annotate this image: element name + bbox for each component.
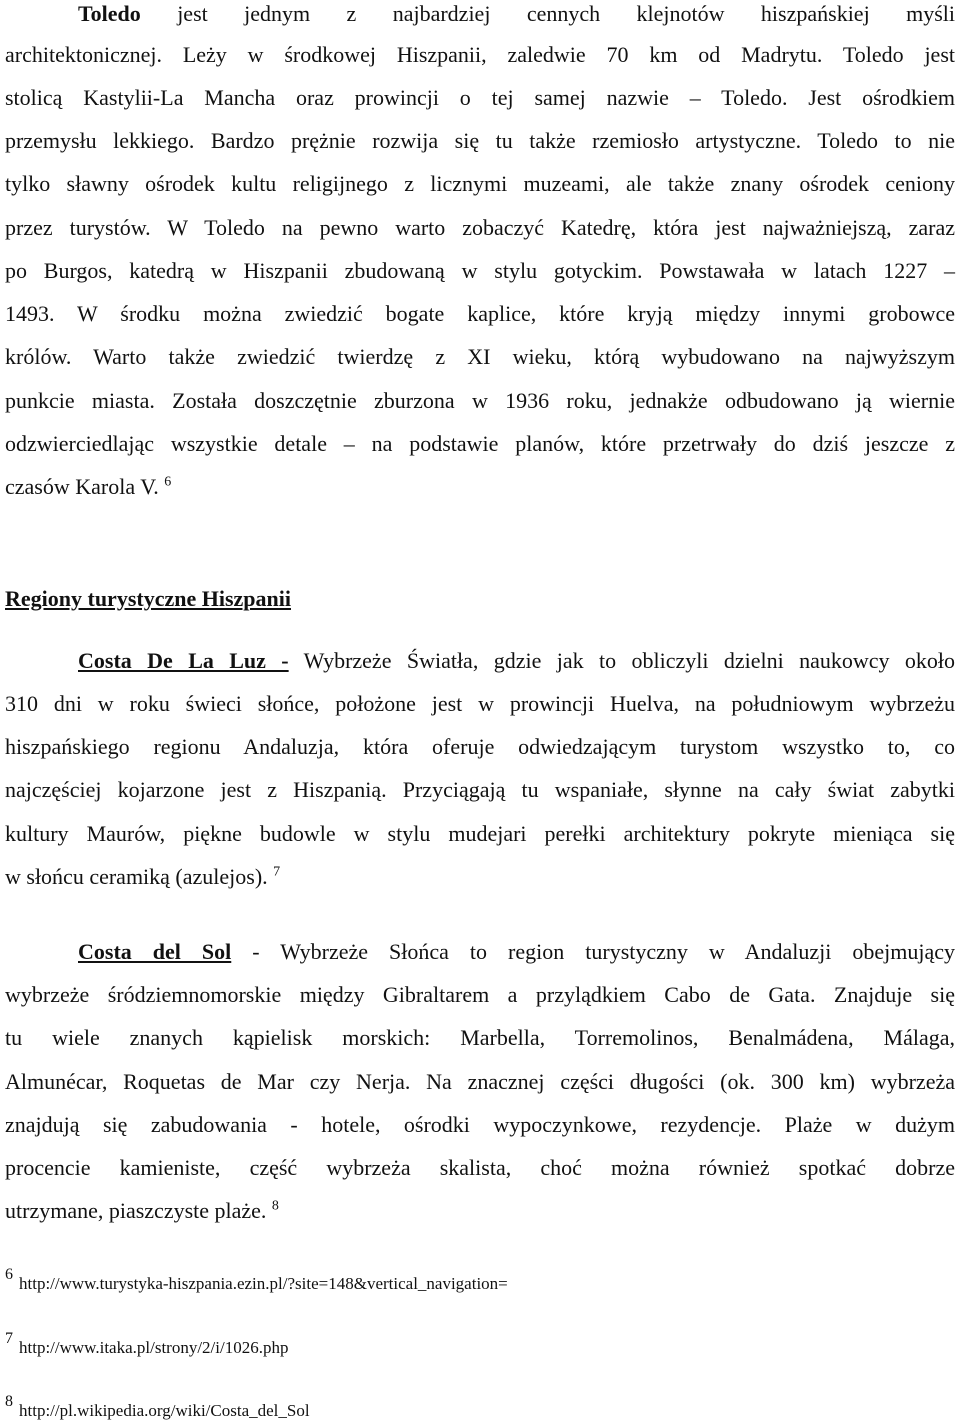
toledo-line-12: czasów Karola V. $^6$ (5, 474, 172, 499)
costa-sol-title: Costa del Sol (78, 939, 232, 964)
footnote-6 (5, 1266, 508, 1296)
costa-luz-title: Costa De La Luz - (78, 648, 289, 673)
footnote-link[interactable]: http://www.itaka.pl/strony/2/i/1026.php (19, 1338, 289, 1357)
toledo-line-3: stolicą Kastylii-La Mancha oraz prowincji o tej samej nazwie – Toledo. Jest ośrodkiem (5, 85, 955, 110)
toledo-line-4: przemysłu lekkiego. Bardzo prężnie rozwija się tu także rzemiosło artystyczne. Toledo to nie (5, 128, 955, 153)
toledo-line-11: odzwierciedlając wszystkie detale – na podstawie planów, które przetrwały do dziś jeszcze z (5, 431, 955, 456)
toledo-line-2: architektonicznej. Leży w środkowej Hiszpanii, zaledwie 70 km od Madrytu. Toledo jest (5, 42, 955, 67)
footnote-ref-6[interactable]: 6 (164, 474, 172, 490)
costa-sol-line-3: tu wiele znanych kąpielisk morskich: Marbella, Torremolinos, Benalmádena, Málaga, (5, 1025, 955, 1050)
toledo-line-1: Toledo jest jednym z najbardziej cennych klejnotów hiszpańskiej myśli (78, 1, 955, 26)
costa-sol-line-6: procencie kamieniste, część wybrzeża skalista, choć można również spotkać dobrze (5, 1155, 955, 1180)
footnote-link[interactable]: http://pl.wikipedia.org/wiki/Costa_del_Sol (19, 1401, 310, 1420)
costa-luz-line-6: w słońcu ceramiką (azulejos). $^7$ (5, 864, 281, 889)
footnote-link[interactable]: http://www.turystyka-hiszpania.ezin.pl/?site=148&vertical_navigation= (19, 1274, 508, 1293)
footnote-ref-7[interactable]: 7 (273, 864, 281, 880)
costa-sol-line-4: Almunécar, Roquetas de Mar czy Nerja. Na znacznej części długości (ok. 300 km) wybrzeża (5, 1069, 955, 1094)
footnote-7 (5, 1330, 289, 1360)
footnote-8 (5, 1393, 310, 1423)
costa-luz-line-1: Costa De La Luz - Wybrzeże Światła, gdzie jak to obliczyli dzielni naukowcy około (78, 648, 955, 673)
costa-luz-line-4: najczęściej kojarzone jest z Hiszpanią. Przyciągają tu wspaniałe, słynne na cały świat zabytki (5, 777, 955, 802)
footnote-number: 8 (5, 1393, 13, 1410)
costa-luz-line-2: 310 dni w roku świeci słońce, położone jest w prowincji Huelva, na południowym wybrzeżu (5, 691, 955, 716)
footnote-number: 6 (5, 1266, 13, 1283)
costa-luz-line-5: kultury Maurów, piękne budowle w stylu mudejari perełki architektury pokryte mieniąca się (5, 821, 955, 846)
costa-luz-line-3: hiszpańskiego regionu Andaluzja, która oferuje odwiedzającym turystom wszystko to, co (5, 734, 955, 759)
footnote-number: 7 (5, 1330, 13, 1347)
costa-sol-line-7: utrzymane, piaszczyste plaże. $^8$ (5, 1198, 279, 1223)
costa-sol-line-2: wybrzeże śródziemnomorskie między Gibraltarem a przylądkiem Cabo de Gata. Znajduje się (5, 982, 955, 1007)
toledo-line-10: punkcie miasta. Została doszczętnie zburzona w 1936 roku, jednakże odbudowano ją wiernie (5, 388, 955, 413)
toledo-line-8: 1493. W środku można zwiedzić bogate kaplice, które kryją między innymi grobowce (5, 301, 955, 326)
footnote-ref-8[interactable]: 8 (271, 1198, 279, 1214)
toledo-title: Toledo (78, 1, 141, 26)
toledo-line-9: królów. Warto także zwiedzić twierdzę z XI wieku, którą wybudowano na najwyższym (5, 344, 955, 369)
toledo-line-7: po Burgos, katedrą w Hiszpanii zbudowaną w stylu gotyckim. Powstawała w latach 1227 – (5, 258, 955, 283)
costa-sol-line-1: Costa del Sol - Wybrzeże Słońca to region turystyczny w Andaluzji obejmujący (78, 939, 955, 964)
toledo-line-6: przez turystów. W Toledo na pewno warto zobaczyć Katedrę, która jest najważniejszą, zaraz (5, 215, 955, 240)
toledo-line-5: tylko sławny ośrodek kultu religijnego z licznymi muzeami, ale także znany ośrodek ceniony (5, 171, 955, 196)
costa-sol-line-5: znajdują się zabudowania - hotele, ośrodki wypoczynkowe, rezydencje. Plaże w dużym (5, 1112, 955, 1137)
section-heading: Regiony turystyczne Hiszpanii (5, 586, 291, 611)
